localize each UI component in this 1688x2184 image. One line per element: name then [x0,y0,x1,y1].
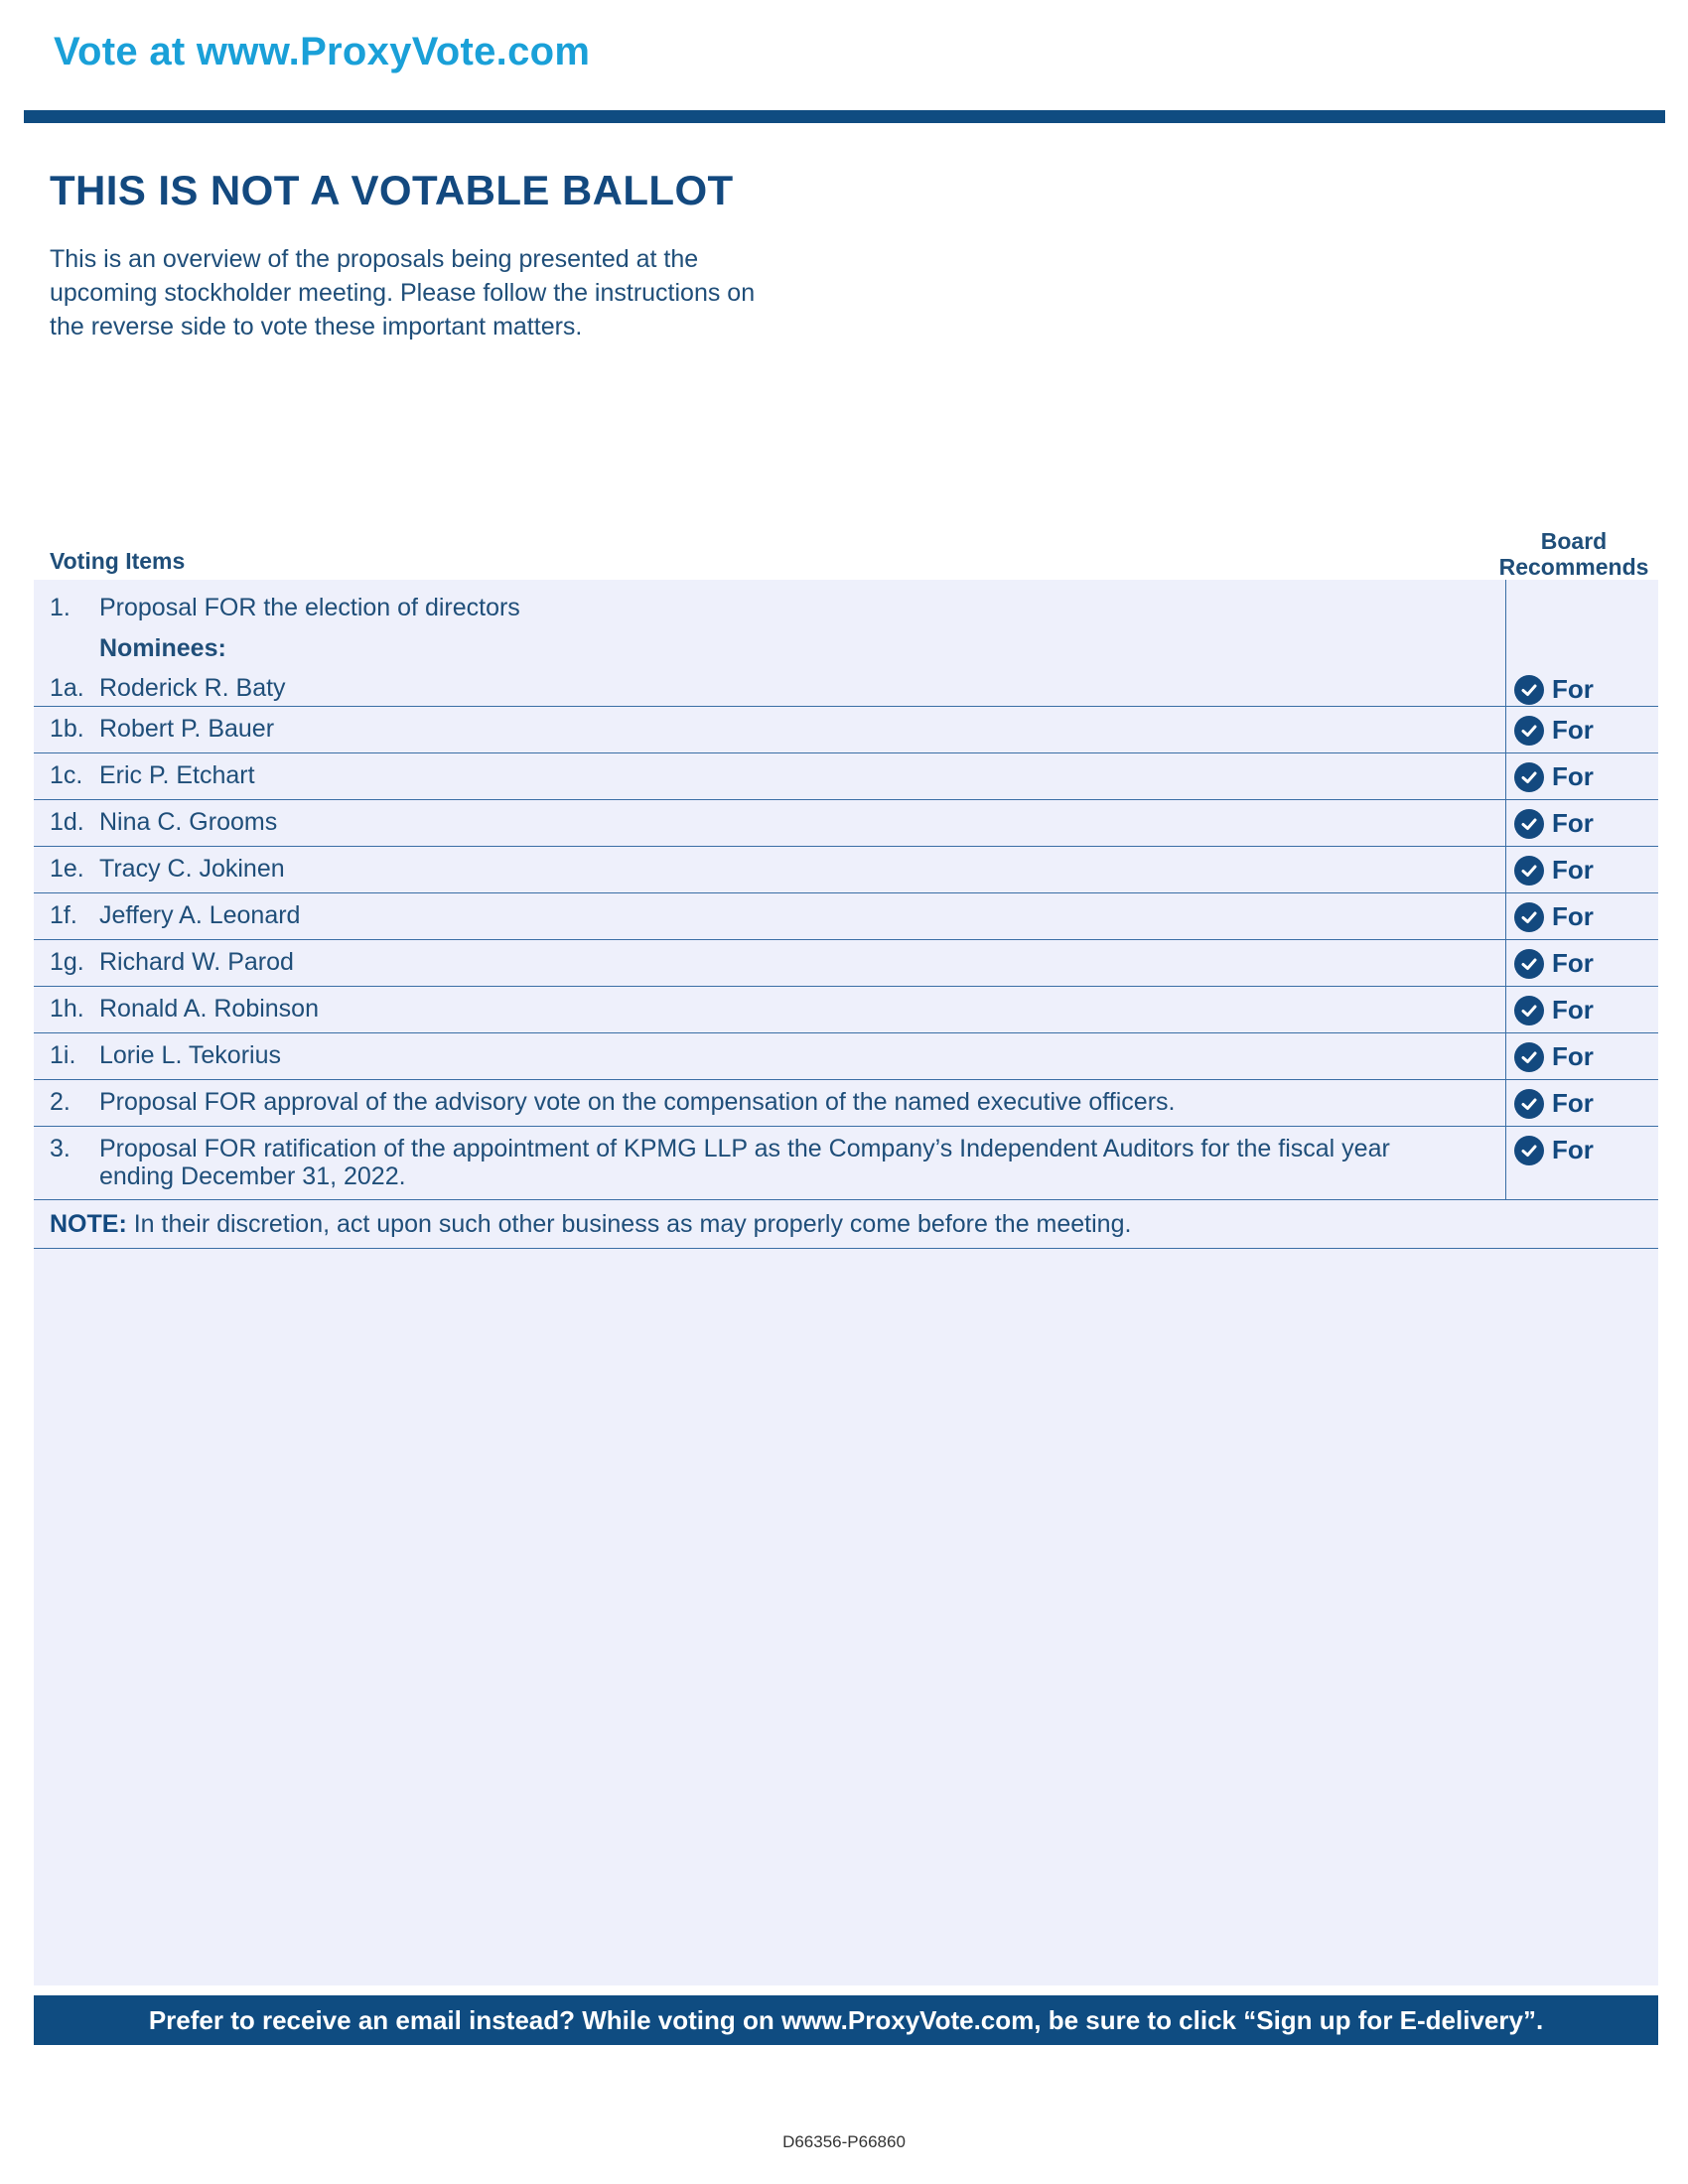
item-number: 1c. [50,761,83,789]
board-recommendation-cell [1505,800,1659,846]
nominee-name: Lorie L. Tekorius [99,1041,281,1069]
nominee-name: Richard W. Parod [99,948,294,976]
recommendation-badge [1514,855,1594,886]
intro-line: upcoming stockholder meeting. Please follow the instructions on [50,279,756,307]
board-recommendation-cell [1505,847,1659,892]
check-circle-icon [1514,1136,1544,1165]
recommendation-badge [1514,1088,1594,1119]
table-row-nominee [34,893,1658,940]
item-number: 1g. [50,948,84,976]
recommendation-label: For [1552,948,1594,978]
board-recommendation-cell [1505,940,1659,986]
nominee-name: Nina C. Grooms [99,808,278,836]
item-number: 1. [50,594,70,621]
intro-text [50,242,834,343]
board-recommendation-cell [1505,1127,1659,1199]
nominee-name: Eric P. Etchart [99,761,255,789]
document-code: D66356-P66860 [782,2132,906,2151]
nominees-label: Nominees: [99,634,226,662]
check-circle-icon [1514,1042,1544,1072]
nominee-name: Tracy C. Jokinen [99,855,285,883]
board-recommends-line: Board [1540,528,1608,554]
note-text [50,1210,1131,1239]
nominee-name: Jeffery A. Leonard [99,901,301,929]
check-circle-icon [1514,949,1544,979]
board-recommends-header [1489,528,1658,580]
recommendation-badge [1514,808,1594,839]
vote-url-header: Vote at www.ProxyVote.com [54,30,591,73]
table-row-nominee [34,987,1658,1033]
recommendation-badge [1514,995,1594,1025]
table-row-nominee [34,847,1658,893]
check-circle-icon [1514,1089,1544,1119]
nominee-name: Roderick R. Baty [99,674,286,702]
recommendation-label: For [1552,901,1594,931]
table-row-nominee [34,800,1658,847]
board-recommendation-cell [1505,987,1659,1032]
table-row-nominee [34,707,1658,753]
table-row-nominee [34,940,1658,987]
recommendation-label: For [1552,808,1594,838]
item-text [99,1135,1479,1190]
nominee-name: Robert P. Bauer [99,715,275,743]
item-text-line: ending December 31, 2022. [99,1162,406,1190]
item-number: 1b. [50,715,84,743]
note-label: NOTE: [50,1210,127,1238]
board-recommendation-cell [1505,893,1659,939]
recommendation-badge [1514,761,1594,792]
board-recommendation-cell [1505,580,1659,706]
item-number: 1f. [50,901,77,929]
check-circle-icon [1514,675,1544,705]
intro-line: This is an overview of the proposals being presented at the [50,245,699,273]
recommendation-label: For [1552,761,1594,791]
check-circle-icon [1514,996,1544,1025]
table-row-proposal-3 [34,1127,1658,1200]
recommendation-badge [1514,674,1594,705]
recommendation-label: For [1552,855,1594,885]
board-recommendation-cell [1505,707,1659,752]
item-number: 1e. [50,855,84,883]
recommendation-label: For [1552,674,1594,704]
note-body: In their discretion, act upon such other business as may properly come before the meeting. [126,1210,1132,1238]
check-circle-icon [1514,716,1544,746]
recommendation-label: For [1552,1041,1594,1071]
item-text-line: Proposal FOR ratification of the appointment of KPMG LLP as the Company’s Independent Auditors for the fiscal year [99,1135,1390,1162]
intro-line: the reverse side to vote these important matters. [50,313,583,341]
item-number: 3. [50,1135,70,1162]
check-circle-icon [1514,762,1544,792]
recommendation-badge [1514,715,1594,746]
recommendation-label: For [1552,1135,1594,1164]
note-row [34,1200,1658,1249]
item-text: Proposal FOR the election of directors [99,594,520,621]
item-text: Proposal FOR approval of the advisory vote on the compensation of the named executive officers. [99,1088,1176,1116]
table-row-nominee [34,753,1658,800]
table-row-proposal-2 [34,1080,1658,1127]
recommendation-badge [1514,948,1594,979]
item-number: 1h. [50,995,84,1023]
recommendation-label: For [1552,995,1594,1024]
item-number: 2. [50,1088,70,1116]
item-number: 1i. [50,1041,76,1069]
check-circle-icon [1514,902,1544,932]
voting-items-header: Voting Items [50,548,186,574]
header-divider [24,110,1665,123]
board-recommendation-cell [1505,753,1659,799]
board-recommendation-cell [1505,1080,1659,1126]
item-number: 1d. [50,808,84,836]
nominee-name: Ronald A. Robinson [99,995,319,1023]
check-circle-icon [1514,809,1544,839]
edelivery-banner: Prefer to receive an email instead? While voting on www.ProxyVote.com, be sure to click “Sign up for E-delivery”. [34,1995,1658,2045]
recommendation-badge [1514,1135,1594,1165]
recommendation-label: For [1552,1088,1594,1118]
check-circle-icon [1514,856,1544,886]
recommendation-badge [1514,901,1594,932]
item-number: 1a. [50,674,84,702]
recommendation-label: For [1552,715,1594,745]
page-title: THIS IS NOT A VOTABLE BALLOT [50,167,734,213]
board-recommends-line: Recommends [1498,554,1649,580]
table-row-proposal-1 [34,580,1658,707]
table-row-nominee [34,1033,1658,1080]
voting-items-table [34,580,1658,1249]
recommendation-badge [1514,1041,1594,1072]
board-recommendation-cell [1505,1033,1659,1079]
